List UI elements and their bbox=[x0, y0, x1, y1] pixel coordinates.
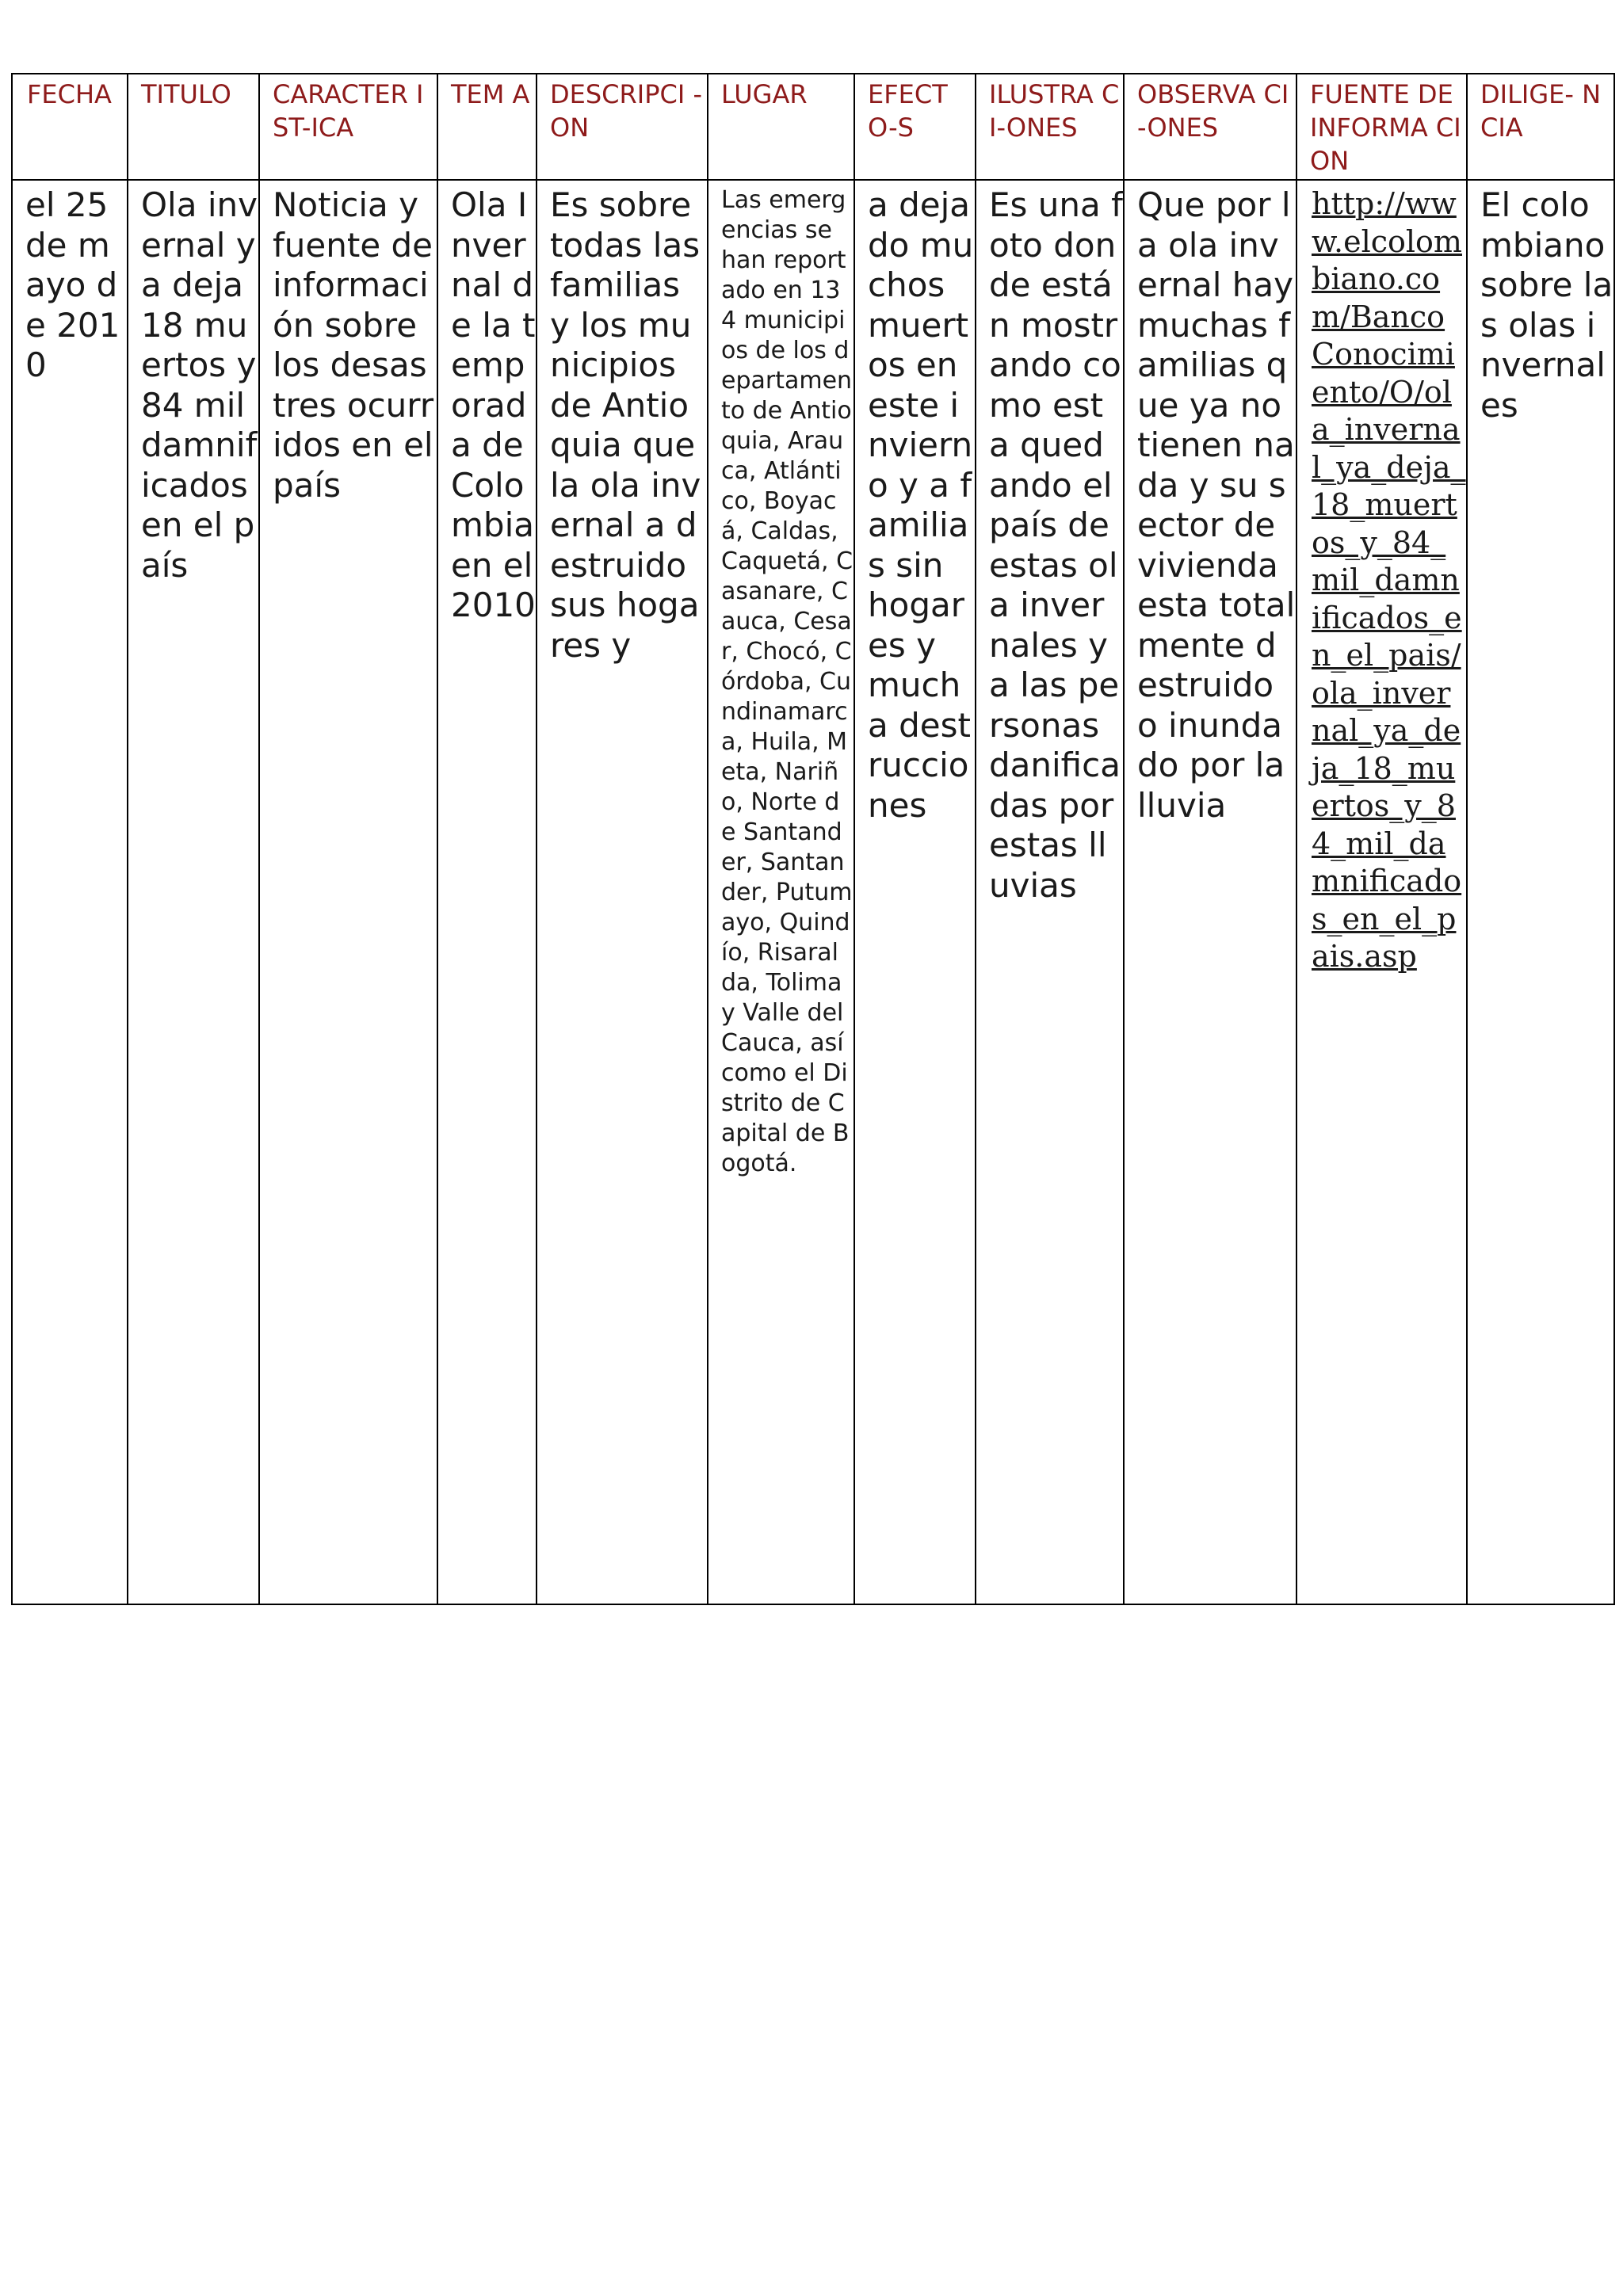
cell-ilustraciones: Es una foto donde están mostrando como esta quedando el país de estas ola invernales y a las personas danificadas por estas lluvias bbox=[976, 180, 1124, 1604]
header-descripcion: DESCRIPCI -ON bbox=[537, 74, 708, 180]
header-fecha: FECHA bbox=[12, 74, 128, 180]
cell-tema: Ola Invernal de la temporada de Colombia en el 2010 bbox=[437, 180, 537, 1604]
source-link[interactable]: http://www.elcolombiano.com/BancoConocimiento/O/ola_invernal_ya_deja_18_muertos_y_84_mil_damnificados_en_el_pais/ola_invernal_ya_deja_18_muertos_y_84_mil_damnificados_en_el_pais.asp bbox=[1312, 186, 1466, 974]
cell-caracteristica: Noticia y fuente de información sobre los desastres ocurridos en el país bbox=[259, 180, 437, 1604]
table-row bbox=[12, 180, 1614, 1604]
header-lugar: LUGAR bbox=[708, 74, 854, 180]
cell-observaciones: Que por la ola invernal hay muchas familias que ya no tienen nada y su sector de vivienda esta totalmente destruido o inundado por la lluvia bbox=[1124, 180, 1296, 1604]
news-analysis-table bbox=[11, 73, 1615, 1605]
cell-descripcion: Es sobre todas las familias y los municipios de Antioquia que la ola invernal a destruido sus hogares y bbox=[537, 180, 708, 1604]
header-titulo: TITULO bbox=[128, 74, 259, 180]
cell-fecha: el 25 de mayo de 2010 bbox=[12, 180, 128, 1604]
cell-fuente bbox=[1296, 180, 1467, 1604]
header-fuente: FUENTE DE INFORMA CION bbox=[1296, 74, 1467, 180]
header-efectos: EFECT O-S bbox=[854, 74, 976, 180]
cell-diligencia: El colombiano sobre las olas invernales bbox=[1467, 180, 1614, 1604]
header-diligencia: DILIGE- NCIA bbox=[1467, 74, 1614, 180]
header-row bbox=[12, 74, 1614, 180]
header-tema: TEM A bbox=[437, 74, 537, 180]
cell-titulo: Ola invernal ya deja 18 muertos y 84 mil damnificados en el país bbox=[128, 180, 259, 1604]
header-caracteristica: CARACTER IST-ICA bbox=[259, 74, 437, 180]
header-ilustraciones: ILUSTRA CI-ONES bbox=[976, 74, 1124, 180]
cell-efectos: a dejado muchos muertos en este invierno y a familias sin hogares y mucha destrucciones bbox=[854, 180, 976, 1604]
cell-lugar: Las emergencias se han reportado en 134 municipios de los departamento de Antioquia, Arauca, Atlántico, Boyacá, Caldas, Caquetá, Casanare, Cauca, Cesar, Chocó, Córdoba, Cundinamarca, Huila, Meta, Nariño, Norte de Santander, Santander, Putumayo, Quindío, Risaralda, Tolima y Valle del Cauca, así como el Distrito de Capital de Bogotá. bbox=[708, 180, 854, 1604]
header-observaciones: OBSERVA CI-ONES bbox=[1124, 74, 1296, 180]
